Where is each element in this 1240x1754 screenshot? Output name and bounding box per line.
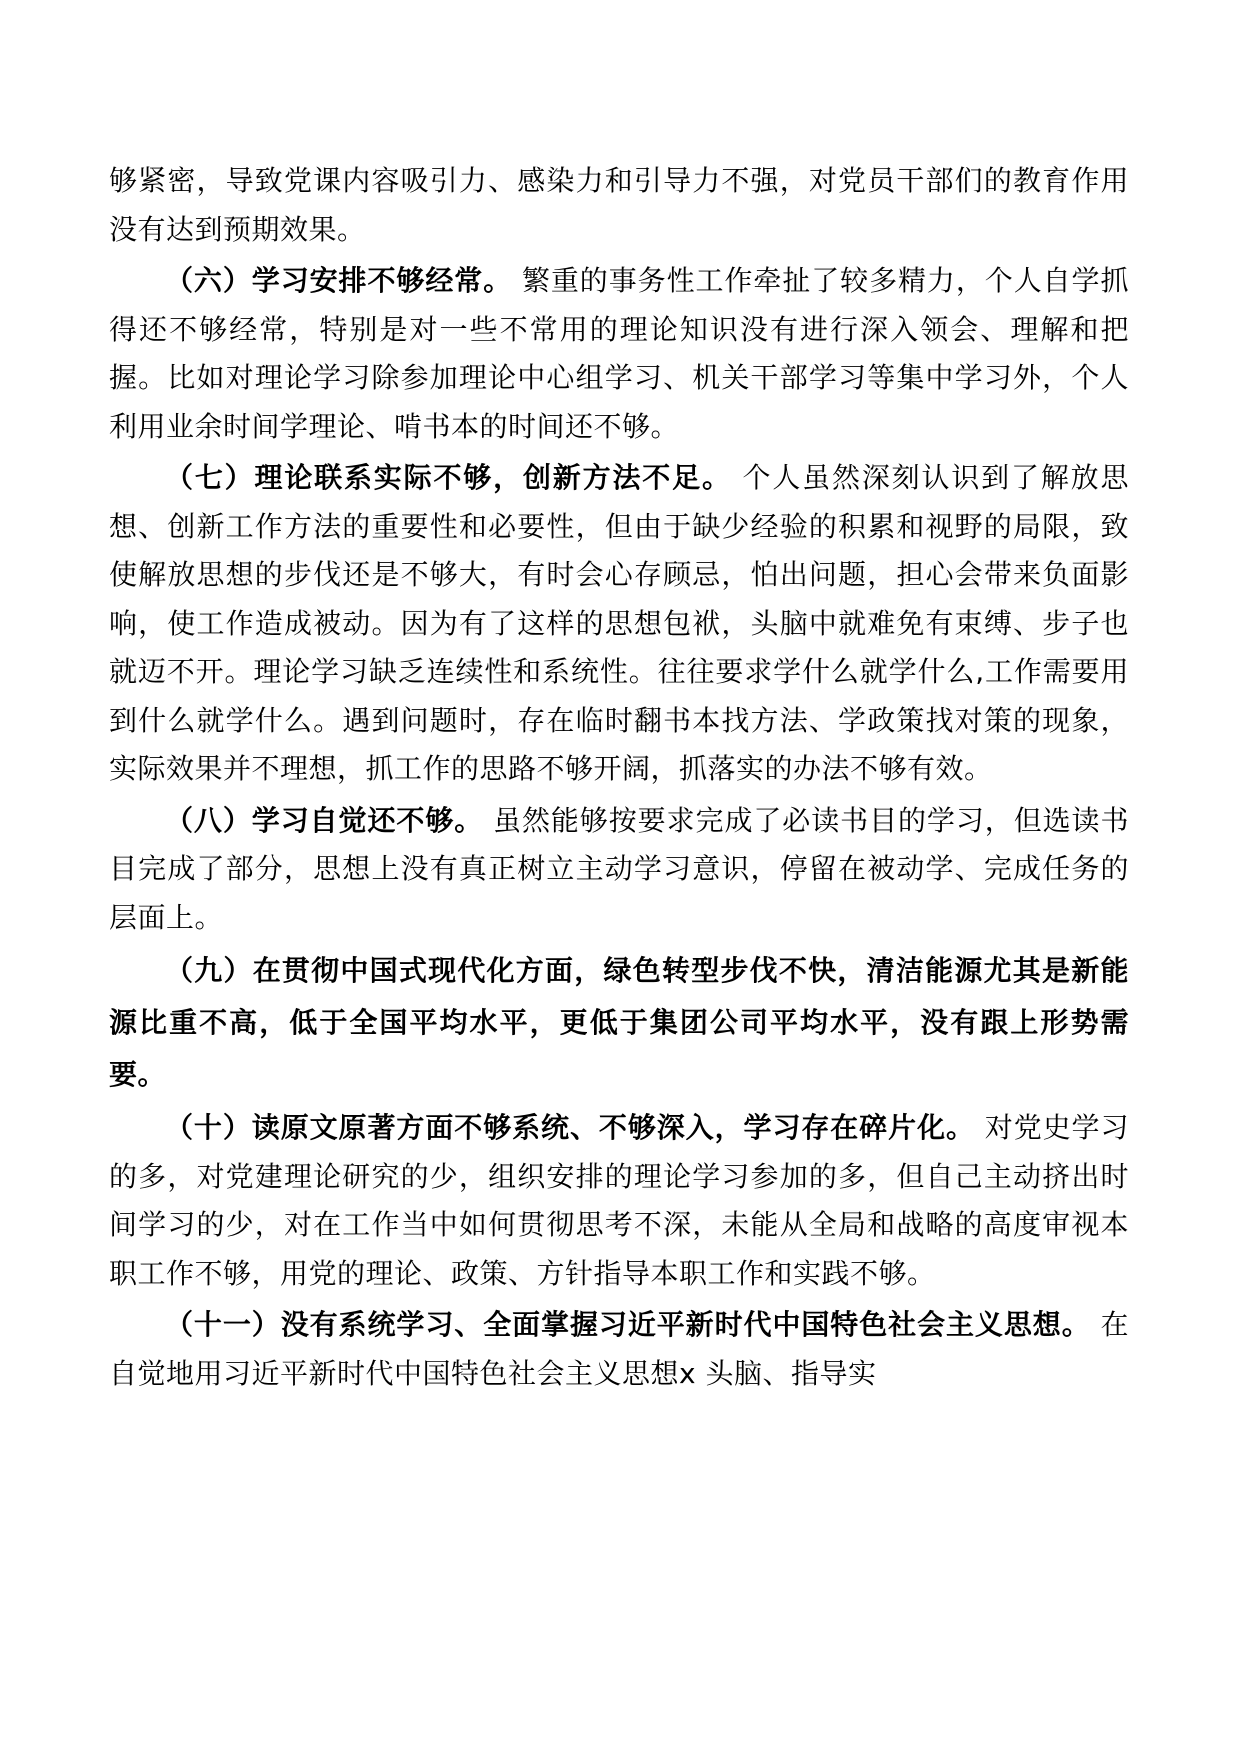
- paragraph-9-heading: （九）在贯彻中国式现代化方面，绿色转型步伐不快，清洁能源尤其是新能源比重不高，低于全国平均水平，更低于集团公司平均水平，没有跟上形势需要。: [109, 954, 1129, 1091]
- paragraph-8-heading: （八）学习自觉还不够。: [165, 803, 484, 837]
- paragraph-10-text: 对党史学习的多，对党建理论研究的少，组织安排的理论学习参加的多，但自己主动挤出时间学习的少，对在工作当中如何贯彻思考不深，未能从全局和战略的高度审视本职工作不够，用党的理论、政策、方针指导本职工作和实践不够。: [109, 1111, 1129, 1290]
- paragraph-6-heading: （六）学习安排不够经常。: [165, 264, 513, 297]
- paragraph-10: [109, 1104, 1129, 1298]
- paragraph-7-heading: （七）理论联系实际不够，创新方法不足。: [165, 461, 732, 494]
- paragraph-continuation: [109, 157, 1129, 254]
- document-body: [109, 157, 1129, 1401]
- paragraph-11-text: 在自觉地用习近平新时代中国特色社会主义思想x 头脑、指导实: [109, 1308, 1129, 1390]
- paragraph-9: [109, 945, 1129, 1101]
- paragraph-6: [109, 257, 1129, 451]
- paragraph-11: [109, 1301, 1129, 1398]
- paragraph-6-text: 繁重的事务性工作牵扯了较多精力，个人自学抓得还不够经常，特别是对一些不常用的理论知识没有进行深入领会、理解和把握。比如对理论学习除参加理论中心组学习、机关干部学习等集中学习外，个人利用业余时间学理论、啃书本的时间还不够。: [109, 264, 1129, 443]
- paragraph-8: [109, 797, 1129, 943]
- paragraph-7-text: 个人虽然深刻认识到了解放思想、创新工作方法的重要性和必要性，但由于缺少经验的积累和视野的局限，致使解放思想的步伐还是不够大，有时会心存顾忌，怕出问题，担心会带来负面影响，使工作造成被动。因为有了这样的思想包袱，头脑中就难免有束缚、步子也就迈不开。理论学习缺乏连续性和系统性。往往要求学什么就学什么,工作需要用到什么就学什么。遇到问题时，存在临时翻书本找方法、学政策找对策的现象，实际效果并不理想，抓工作的思路不够开阔，抓落实的办法不够有效。: [109, 461, 1129, 785]
- paragraph-7: [109, 454, 1129, 794]
- paragraph-10-heading: （十）读原文原著方面不够系统、不够深入，学习存在碎片化。: [165, 1111, 975, 1144]
- paragraph-text: 够紧密，导致党课内容吸引力、感染力和引导力不强，对党员干部们的教育作用没有达到预期效果。: [109, 164, 1129, 246]
- paragraph-11-heading: （十一）没有系统学习、全面掌握习近平新时代中国特色社会主义思想。: [165, 1308, 1091, 1341]
- paragraph-8-text: 虽然能够按要求完成了必读书目的学习，但选读书目完成了部分，思想上没有真正树立主动学习意识，停留在被动学、完成任务的层面上。: [109, 803, 1129, 934]
